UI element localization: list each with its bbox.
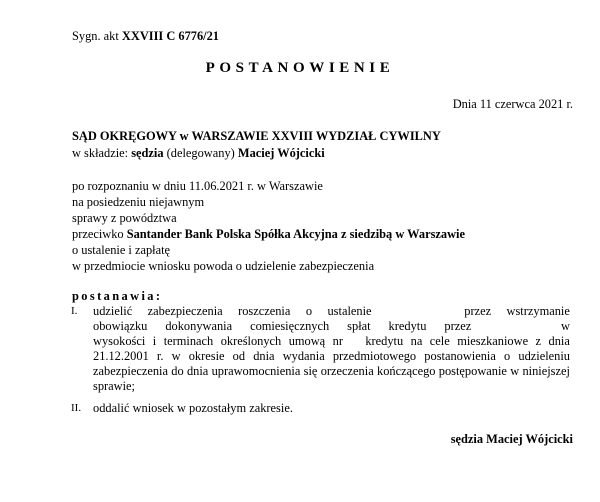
order-number: II. [71, 402, 82, 414]
defendant-prefix: przeciwko [72, 227, 127, 241]
order-word: roszczenia [238, 304, 291, 318]
order-word: comiesięcznych [250, 319, 330, 333]
court-composition [72, 146, 325, 161]
order-word: orzeczenia [320, 364, 374, 378]
order-word: wydania [282, 349, 325, 363]
order-word: mieszkaniowe [457, 334, 529, 348]
order-word: r. [156, 349, 164, 363]
proceedings-line-2: na posiedzeniu niejawnym [72, 195, 205, 209]
order-word: w [171, 349, 181, 363]
order-word: okresie [188, 349, 225, 363]
composition-delegation: (delegowany) [163, 146, 238, 160]
defendant-name: Santander Bank Polska Spółka Akcyjna z siedzibą w Warszawie [126, 227, 465, 241]
order-word: spłat [347, 319, 371, 333]
order-word: postanowienia [424, 349, 496, 363]
judge-signature: sędzia Maciej Wójcicki [450, 432, 573, 446]
order-word: dokonywania [165, 319, 233, 333]
order-word: w [561, 319, 570, 333]
order-word: zabezpieczenia [93, 364, 168, 378]
order-word: przez [444, 319, 472, 333]
order-line [93, 334, 570, 349]
case-signature [72, 29, 219, 44]
case-signature-number: XXVIII C 6776/21 [121, 29, 219, 43]
proceedings-line-4 [72, 227, 465, 242]
order-word: wstrzymanie [506, 304, 570, 318]
court-name: SĄD OKRĘGOWY w WARSZAWIE XXVIII WYDZIAŁ CYWILNY [72, 129, 441, 143]
proceedings-line-3: sprawy z powództwa [72, 211, 177, 225]
order-word: się [303, 364, 318, 378]
order-word: ustalenie [327, 304, 372, 318]
order-word: cele [429, 334, 450, 348]
order-line [93, 349, 570, 364]
order-line [93, 319, 570, 334]
order-word: o [504, 349, 511, 363]
order-word: kredytu [365, 334, 404, 348]
order-word: o [305, 304, 313, 318]
order-word: i [152, 334, 157, 348]
orders-heading: postanawia: [72, 289, 163, 303]
order-word: dnia [186, 364, 209, 378]
order-word: 21.12.2001 [93, 349, 149, 363]
order-word: przedmiotowego [332, 349, 417, 363]
proceedings-line-6: w przedmiocie wniosku powoda o udzielenie zabezpieczenia [72, 259, 375, 273]
order-word: dnia [548, 334, 570, 348]
order-word: zabezpieczenia [147, 304, 223, 318]
order-word: na [410, 334, 423, 348]
order-text: oddalić wniosek w pozostałym zakresie. [93, 401, 293, 415]
order-line [93, 304, 570, 319]
order-word: terminach [163, 334, 214, 348]
order-word: przez [464, 304, 492, 318]
order-text [93, 304, 570, 394]
judge-name: Maciej Wójcicki [237, 146, 325, 160]
order-word: obowiązku [93, 319, 148, 333]
order-word: udzieleniu [518, 349, 570, 363]
case-signature-prefix: Sygn. akt [72, 29, 122, 43]
proceedings-line-1: po rozpoznaniu w dniu 11.06.2021 r. w Warszawie [72, 179, 323, 193]
order-number: I. [71, 305, 78, 317]
order-word: kredytu [388, 319, 427, 333]
order-word: od [232, 349, 246, 363]
order-word: udzielić [93, 304, 133, 318]
composition-role: sędzia [131, 146, 164, 160]
order-word: postępowanie [438, 364, 507, 378]
document-date: Dnia 11 czerwca 2021 r. [452, 97, 573, 111]
order-word: określonych [220, 334, 282, 348]
document-title: POSTANOWIENIE [205, 60, 395, 76]
order-word: niniejszej [522, 364, 570, 378]
order-word: do [171, 364, 184, 378]
order-word: nr [332, 334, 343, 348]
order-word: z [535, 334, 542, 348]
order-word: uprawomocnienia [211, 364, 301, 378]
order-word: wysokości [93, 334, 146, 348]
order-word: dnia [253, 349, 275, 363]
order-word: kończącego [377, 364, 436, 378]
order-word: w [510, 364, 520, 378]
composition-prefix: w składzie: [72, 146, 132, 160]
proceedings-line-5: o ustalenie i zapłatę [72, 243, 171, 257]
order-line [93, 364, 570, 379]
order-word: umową [288, 334, 326, 348]
order-last-line: sprawie; [93, 379, 135, 393]
